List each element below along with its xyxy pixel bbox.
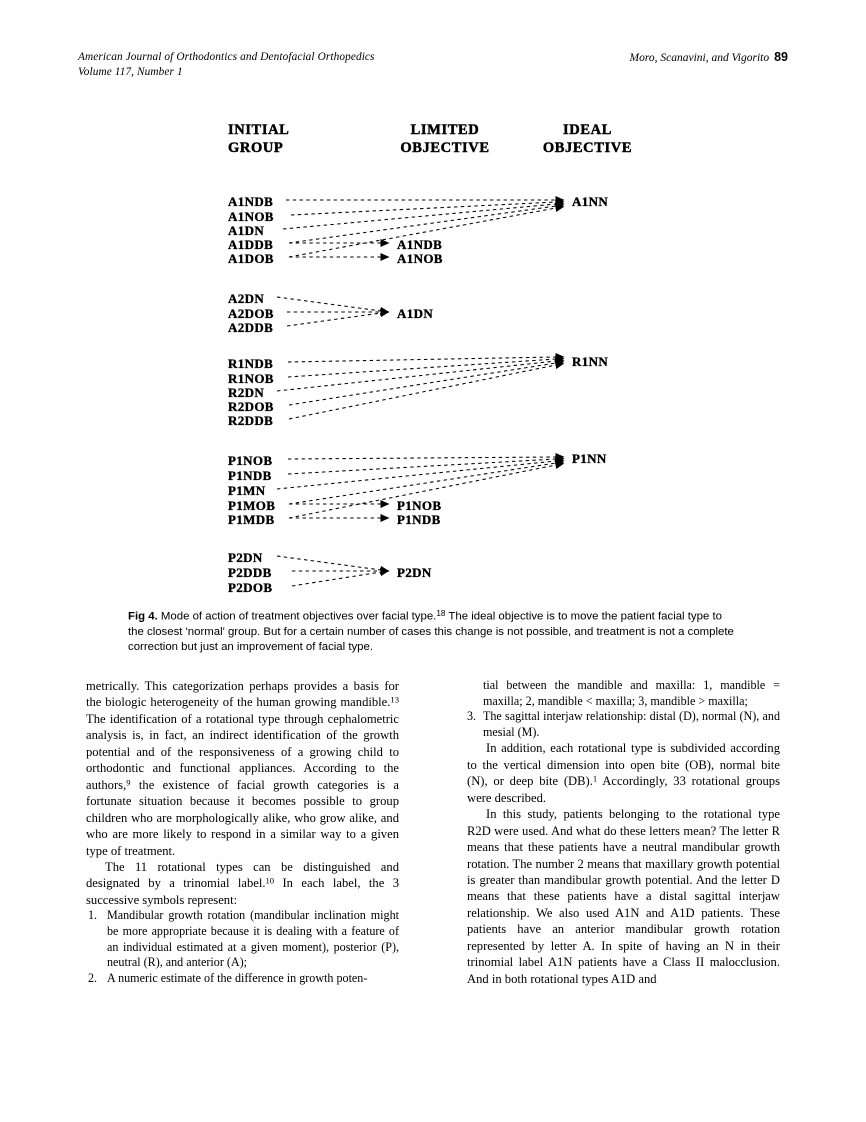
list-continuation-text: tial between the mandible and maxilla: 1, mandible = maxilla; 2, mandible < maxilla; 3, mandible > maxilla; [483, 678, 780, 708]
list-item-number: 3. [467, 709, 477, 724]
header-limited-line2: OBJECTIVE [400, 140, 490, 156]
left-paragraph-2 [86, 859, 399, 908]
node-initial-a2ddb: A2DDB [228, 320, 274, 335]
node-initial-a1ddb: A1DDB [228, 237, 274, 252]
node-limited-a1ndb: A1NDB [397, 237, 443, 252]
journal-title-line1: American Journal of Orthodontics and Dentofacial Orthopedics [78, 51, 375, 63]
node-initial-a2dob: A2DOB [228, 306, 274, 321]
right-p1-ref-1: 1 [592, 773, 598, 784]
node-initial-p2dn: P2DN [228, 550, 263, 565]
left-p1-ref-13: 13 [390, 694, 399, 705]
body-text [0, 678, 866, 1068]
left-p1-part1: metrically. This categorization perhaps provides a basis for the biologic heterogeneity of the human growing mandible. [86, 679, 399, 710]
node-initial-r2dn: R2DN [228, 385, 265, 400]
author-names: Moro, Scanavini, and Vigorito [629, 52, 770, 64]
header-initial-line2: GROUP [228, 140, 284, 156]
list-item-text: A numeric estimate of the difference in growth poten- [107, 970, 368, 985]
treatment-objective-diagram [0, 105, 866, 595]
node-ideal-r1nn: R1NN [572, 354, 609, 369]
node-initial-a1dob: A1DOB [228, 251, 274, 266]
figure-caption [128, 606, 740, 655]
right-paragraph-2: In this study, patients belonging to the rotational type R2D were used. And what do these letters mean? The letter R means that these patients have a neutral mandibular growth rotation. The number 2 means that maxillary growth potential is greater than mandibular growth potential. And the letter D means that these patients have a distal sagittal interjaw relationship. We also used A1N and A1D patients. These patients have an anterior mandibular growth rotation represented by letter A. In spite of having an N in their trinomial label A1N patients have a Class II malocclusion. And in both rotational types A1D and [467, 807, 780, 986]
node-initial-r1nob: R1NOB [228, 371, 274, 386]
right-text-column [467, 678, 780, 987]
list-item-number: 2. [88, 970, 98, 985]
node-ideal-p1nn: P1NN [572, 451, 607, 466]
left-p2-ref-10: 10 [265, 875, 275, 886]
page-number: 89 [774, 50, 788, 64]
left-p1-ref-9: 9 [126, 777, 131, 788]
figure-caption-superscript: 18 [436, 609, 446, 618]
left-p2-part2: In each label, the 3 successive symbols represent: [86, 876, 399, 907]
journal-title [78, 50, 375, 80]
header-initial-line1: INITIAL [228, 122, 290, 138]
node-initial-a2dn: A2DN [228, 291, 265, 306]
node-limited-a1dn: A1DN [397, 306, 434, 321]
right-paragraph-1 [467, 740, 780, 806]
symbol-definition-list-left [86, 908, 399, 986]
left-p1-part3: the existence of facial growth categories is a fortunate situation because it becomes possible to group children who are morphologically alike, who grow alike, and who are more likely to respond in a similar way to a given type of treatment. [86, 777, 399, 858]
header-ideal-line1: IDEAL [563, 122, 612, 138]
figure-caption-text-2: The ideal objective is to move the patient facial type to the closest 'normal' group. But for a certain number of cases this change is not possible, and treatment is not a complete correction but just an improvement of facial type. [128, 610, 734, 654]
list-item-number: 1. [88, 908, 98, 923]
left-p2-part1: The 11 rotational types can be distinguished and designated by a trinomial label. [86, 859, 399, 891]
node-initial-a1ndb: A1NDB [228, 194, 274, 209]
node-initial-p2ddb: P2DDB [228, 565, 272, 580]
figure-caption-label: Fig 4. [128, 610, 158, 623]
node-limited-p1nob: P1NOB [397, 498, 442, 513]
node-initial-p1ndb: P1NDB [228, 468, 272, 483]
running-head [78, 50, 788, 84]
figure-caption-text-1: Mode of action of treatment objectives over facial type. [157, 610, 437, 623]
list-item [86, 971, 399, 987]
node-limited-p1ndb: P1NDB [397, 512, 441, 527]
left-text-column [86, 678, 399, 986]
list-item-text: The sagittal interjaw relationship: distal (D), normal (N), and mesial (M). [483, 709, 780, 739]
node-ideal-a1nn: A1NN [572, 194, 609, 209]
list-item-text: Mandibular growth rotation (mandibular inclination might be more appropriate because it is dealing with a feature of an individual estimated at a given moment), posterior (P), neutral (R), and anterior (A); [107, 908, 399, 970]
node-initial-p1nob: P1NOB [228, 453, 273, 468]
right-p1-part2: Accordingly, 33 rotational groups were described. [467, 774, 780, 805]
journal-volume-line: Volume 117, Number 1 [78, 66, 183, 78]
node-initial-r2dob: R2DOB [228, 399, 274, 414]
left-p1-part2: The identification of a rotational type through cephalometric analysis is, in fact, an indirect identification of the growth potential and of the responsiveness of a growing child to orthodontic and functional appliances. According to the authors, [86, 711, 399, 792]
node-initial-p1mdb: P1MDB [228, 512, 275, 527]
symbol-definition-list-right [467, 678, 780, 740]
node-initial-a1nob: A1NOB [228, 209, 274, 224]
left-paragraph-1 [86, 678, 399, 859]
right-p1-part1: In addition, each rotational type is subdivided according to the vertical dimension into open bite (OB), normal bite (N), or deep bite (DB). [467, 741, 780, 789]
figure-4 [0, 105, 866, 595]
header-limited-line1: LIMITED [410, 122, 480, 138]
node-initial-r2ddb: R2DDB [228, 413, 274, 428]
node-limited-a1nob: A1NOB [397, 251, 443, 266]
list-item [467, 709, 780, 740]
node-initial-a1dn: A1DN [228, 223, 265, 238]
list-item [86, 908, 399, 970]
header-ideal-line2: OBJECTIVE [542, 140, 633, 156]
node-initial-p2dob: P2DOB [228, 580, 273, 595]
authors-and-page [630, 50, 789, 66]
list-item-continuation [467, 678, 780, 709]
node-initial-r1ndb: R1NDB [228, 356, 274, 371]
node-initial-p1mob: P1MOB [228, 498, 276, 513]
node-limited-p2dn: P2DN [397, 565, 432, 580]
node-initial-p1mn: P1MN [228, 483, 266, 498]
